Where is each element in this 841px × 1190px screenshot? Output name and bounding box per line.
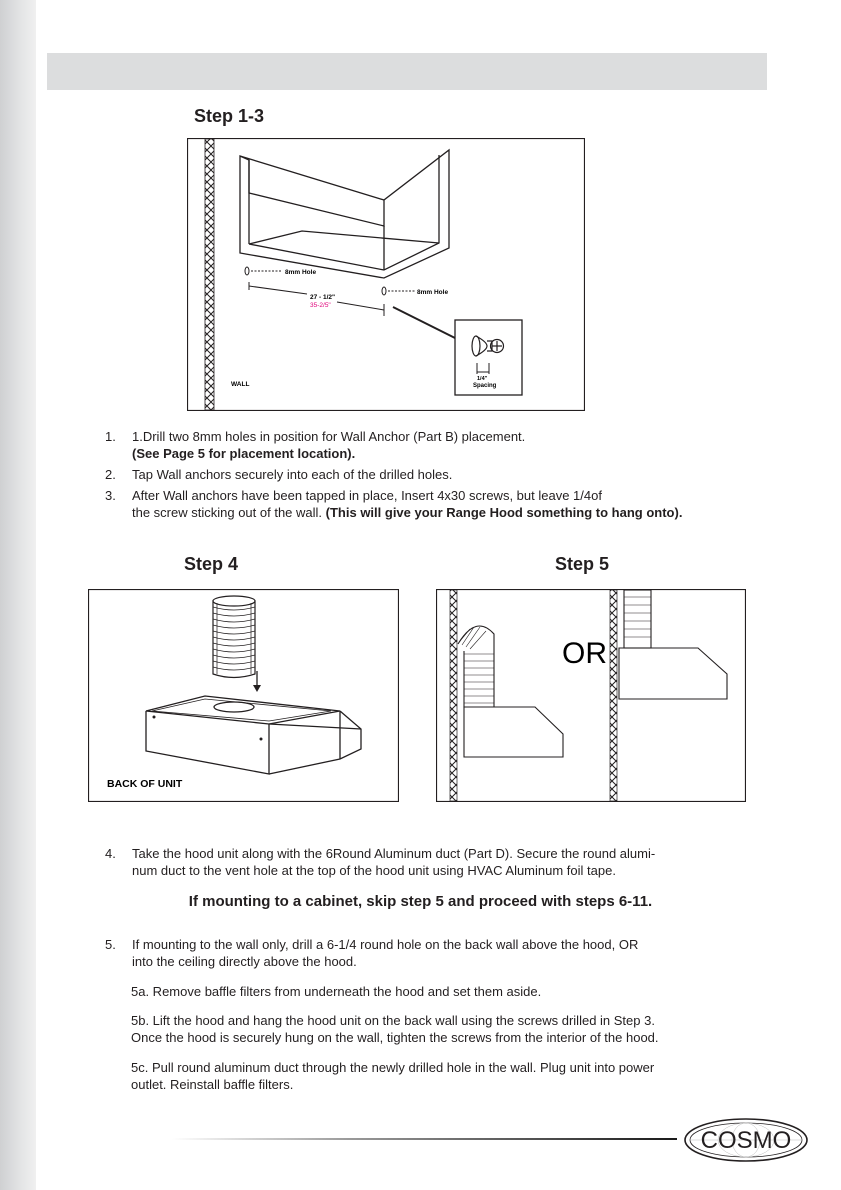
page-edge-shading bbox=[0, 0, 36, 1190]
spacing-label: Spacing bbox=[473, 383, 497, 389]
dimension-label-alt: 35-2/5" bbox=[310, 302, 331, 309]
step-4-title: Step 4 bbox=[184, 554, 239, 574]
list-item: 4. Take the hood unit along with the 6Round Aluminum duct (Part D). Secure the round alumi- num duct to the vent hole at the top of the hood unit using HVAC Aluminum foil tape. bbox=[105, 846, 656, 878]
cabinet-note: If mounting to a cabinet, skip step 5 and proceed with steps 6-11. bbox=[188, 893, 653, 910]
step-5-figure bbox=[436, 589, 746, 802]
list-item: 1. 1.Drill two 8mm holes in position for Wall Anchor (Part B) placement. (See Page 5 for placement location). bbox=[105, 429, 526, 461]
header-bar bbox=[47, 53, 767, 90]
wall-hatch bbox=[205, 139, 214, 410]
duct-drawing bbox=[213, 596, 255, 678]
step-5-title: Step 5 bbox=[555, 554, 610, 574]
list-item: 2. Tap Wall anchors securely into each of the drilled holes. bbox=[105, 467, 453, 482]
hole-label-1: 8mm Hole bbox=[285, 269, 317, 276]
step-5-list bbox=[105, 936, 785, 970]
step-5a-text: 5a. Remove baffle filters from underneath the hood and set them aside. bbox=[131, 984, 542, 999]
back-of-unit-label: BACK OF UNIT bbox=[107, 778, 183, 790]
step-5b-text: 5b. Lift the hood and hang the hood unit on the back wall using the screws drilled in Step 3. Once the hood is securely hung on the wall, tighten the screws from the interior of the hood. bbox=[131, 1013, 659, 1045]
list-item: 3. After Wall anchors have been tapped in place, Insert 4x30 screws, but leave 1/4of the screw sticking out of the wall. (This will give your Range Hood something to hang onto). bbox=[105, 488, 683, 520]
cosmo-logo bbox=[682, 1115, 810, 1165]
step-1-3-figure bbox=[187, 138, 585, 411]
step-4-list bbox=[105, 845, 785, 879]
step-4-figure bbox=[88, 589, 399, 802]
wall-label: WALL bbox=[231, 381, 250, 388]
dimension-label: 27 - 1/2" bbox=[310, 294, 336, 301]
spacing-dimension: 1/4" bbox=[477, 376, 488, 382]
or-label: OR bbox=[562, 637, 607, 670]
wall-hatch bbox=[610, 590, 617, 801]
list-item: 5. If mounting to the wall only, drill a 6-1/4 round hole on the back wall above the hood, OR into the ceiling directly above the hood. bbox=[105, 937, 639, 969]
hole-label-2: 8mm Hole bbox=[417, 289, 449, 296]
step-1-3-title: Step 1-3 bbox=[194, 106, 265, 126]
footer-rule bbox=[172, 1138, 677, 1140]
steps-1-3-list bbox=[105, 428, 785, 521]
wall-hatch bbox=[450, 590, 457, 801]
logo-text: COSMO bbox=[700, 1127, 792, 1154]
step-5c-text: 5c. Pull round aluminum duct through the newly drilled hole in the wall. Plug unit into power outlet. Reinstall baffle filters. bbox=[131, 1060, 655, 1092]
